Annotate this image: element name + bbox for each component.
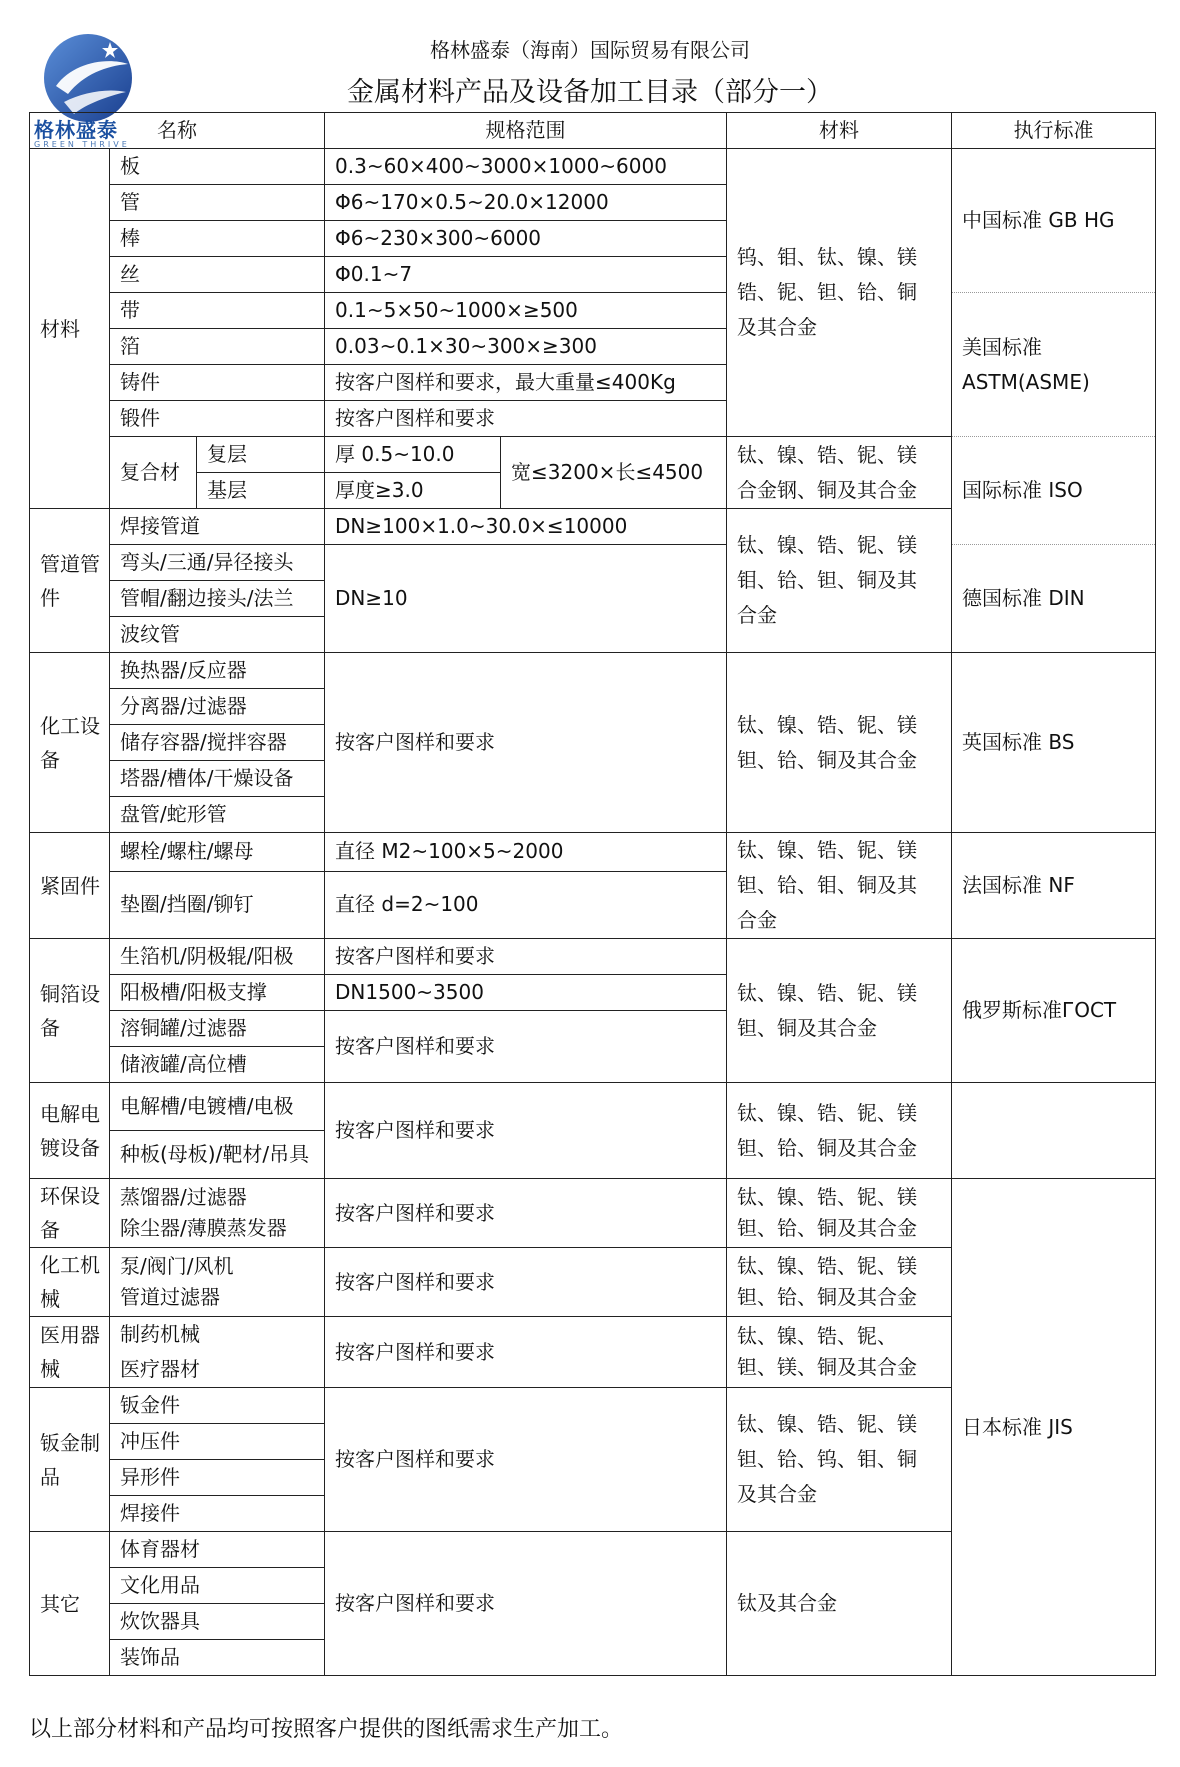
table-row xyxy=(30,833,1156,872)
item-name: 种板(母板)/靶材/吊具 xyxy=(110,1131,325,1179)
standard-jis: 日本标准 JIS xyxy=(952,1179,1156,1676)
item-material: 钛、镍、锆、铌、镁合金钢、铜及其合金 xyxy=(727,437,952,509)
item-spec: DN≥100×1.0~30.0×≤10000 xyxy=(325,509,727,545)
table-row xyxy=(30,939,1156,975)
item-name: 钣金件 xyxy=(110,1388,325,1424)
item-name: 丝 xyxy=(110,257,325,293)
item-name: 体育器材 xyxy=(110,1532,325,1568)
item-name: 盘管/蛇形管 xyxy=(110,797,325,833)
item-name: 溶铜罐/过滤器 xyxy=(110,1011,325,1047)
item-name: 塔器/槽体/干燥设备 xyxy=(110,761,325,797)
category-other: 其它 xyxy=(30,1532,110,1676)
item-name: 储存容器/搅拌容器 xyxy=(110,725,325,761)
logo-subtext: GREEN THRIVE xyxy=(34,140,130,149)
column-header-material: 材料 xyxy=(727,113,952,149)
catalog-table xyxy=(29,112,1156,1676)
standard-astm: 美国标准 ASTM(ASME) xyxy=(952,293,1156,437)
item-name: 电解槽/电镀槽/电极 xyxy=(110,1083,325,1131)
table-row xyxy=(30,293,1156,329)
item-name: 螺栓/螺柱/螺母 xyxy=(110,833,325,872)
logo-text: 格林盛泰 xyxy=(34,118,118,142)
item-name: 制药机械 xyxy=(110,1317,325,1353)
table-row xyxy=(30,545,1156,581)
item-name: 管帽/翻边接头/法兰 xyxy=(110,581,325,617)
category-pipe: 管道管件 xyxy=(30,509,110,653)
item-material: 钛、镍、锆、铌、钽、镁、铜及其合金 xyxy=(727,1317,952,1388)
item-spec: 按客户图样和要求 xyxy=(325,1179,727,1248)
table-row xyxy=(30,1083,1156,1131)
footer-note: 以上部分材料和产品均可按照客户提供的图纸需求生产加工。 xyxy=(29,1717,624,1742)
item-spec: 直径 M2~100×5~2000 xyxy=(325,833,727,872)
item-spec: Φ6~170×0.5~20.0×12000 xyxy=(325,185,727,221)
item-name: 焊接管道 xyxy=(110,509,325,545)
category-electro: 电解电镀设备 xyxy=(30,1083,110,1179)
item-name: 泵/阀门/风机 管道过滤器 xyxy=(110,1248,325,1317)
item-name: 棒 xyxy=(110,221,325,257)
item-spec: 按客户图样和要求 xyxy=(325,1011,727,1083)
item-name: 管 xyxy=(110,185,325,221)
category-fastener: 紧固件 xyxy=(30,833,110,939)
column-header-spec: 规格范围 xyxy=(325,113,727,149)
item-spec: 按客户图样和要求 xyxy=(325,653,727,833)
category-foil: 铜箔设备 xyxy=(30,939,110,1083)
item-spec: 按客户图样和要求 xyxy=(325,1388,727,1532)
category-medical: 医用器械 xyxy=(30,1317,110,1388)
item-name: 蒸馏器/过滤器 除尘器/薄膜蒸发器 xyxy=(110,1179,325,1248)
company-name: 格林盛泰（海南）国际贸易有限公司 xyxy=(430,38,750,62)
item-name: 炊饮器具 xyxy=(110,1604,325,1640)
item-name: 垫圈/挡圈/铆钉 xyxy=(110,871,325,938)
item-spec: 0.1~5×50~1000×≥500 xyxy=(325,293,727,329)
standard-nf: 法国标准 NF xyxy=(952,833,1156,939)
item-name: 分离器/过滤器 xyxy=(110,689,325,725)
item-material: 钨、钼、钛、镍、镁锆、铌、钽、铪、铜及其合金 xyxy=(727,149,952,437)
item-name: 储液罐/高位槽 xyxy=(110,1047,325,1083)
item-name: 复合材 xyxy=(110,437,197,509)
item-spec: 0.03~0.1×30~300×≥300 xyxy=(325,329,727,365)
item-name: 冲压件 xyxy=(110,1424,325,1460)
item-spec: 按客户图样和要求 xyxy=(325,1248,727,1317)
item-subname: 复层 xyxy=(197,437,325,473)
item-name: 铸件 xyxy=(110,365,325,401)
item-spec: 0.3~60×400~3000×1000~6000 xyxy=(325,149,727,185)
item-name: 装饰品 xyxy=(110,1640,325,1676)
item-name: 锻件 xyxy=(110,401,325,437)
category-chem: 化工设备 xyxy=(30,653,110,833)
item-spec: Φ6~230×300~6000 xyxy=(325,221,727,257)
item-name: 弯头/三通/异径接头 xyxy=(110,545,325,581)
item-spec: 厚度≥3.0 xyxy=(325,473,501,509)
item-spec-width: 宽≤3200×长≤4500 xyxy=(501,437,727,509)
item-name: 焊接件 xyxy=(110,1496,325,1532)
item-name: 生箔机/阴极辊/阳极 xyxy=(110,939,325,975)
standard-iso: 国际标准 ISO xyxy=(952,437,1156,545)
item-spec: 按客户图样和要求 xyxy=(325,1532,727,1676)
standard-gb: 中国标准 GB HG xyxy=(952,149,1156,293)
item-name: 异形件 xyxy=(110,1460,325,1496)
document-title: 金属材料产品及设备加工目录（部分一） xyxy=(347,77,833,108)
item-spec: Φ0.1~7 xyxy=(325,257,727,293)
standard-blank xyxy=(952,1083,1156,1179)
standard-din: 德国标准 DIN xyxy=(952,545,1156,653)
column-header-standard: 执行标准 xyxy=(952,113,1156,149)
item-spec: 按客户图样和要求 xyxy=(325,401,727,437)
item-name: 板 xyxy=(110,149,325,185)
item-name: 换热器/反应器 xyxy=(110,653,325,689)
item-name: 医疗器材 xyxy=(110,1352,325,1388)
item-name: 波纹管 xyxy=(110,617,325,653)
item-spec: 按客户图样和要求 xyxy=(325,1083,727,1179)
table-row xyxy=(30,653,1156,689)
table-row xyxy=(30,149,1156,185)
item-spec: 按客户图样和要求 xyxy=(325,939,727,975)
item-material: 钛、镍、锆、铌、镁钽、铪、铜及其合金 xyxy=(727,653,952,833)
item-material: 钛、镍、锆、铌、镁钽、铪、钼、铜及其合金 xyxy=(727,833,952,939)
item-material: 钛、镍、锆、铌、镁钽、铜及其合金 xyxy=(727,939,952,1083)
item-material: 钛、镍、锆、铌、镁钽、铪、铜及其合金 xyxy=(727,1248,952,1317)
standard-gost: 俄罗斯标准ГОСТ xyxy=(952,939,1156,1083)
table-row xyxy=(30,1179,1156,1248)
item-spec: 按客户图样和要求，最大重量≤400Kg xyxy=(325,365,727,401)
category-sheetmetal: 钣金制品 xyxy=(30,1388,110,1532)
item-spec: DN≥10 xyxy=(325,545,727,653)
item-name: 带 xyxy=(110,293,325,329)
item-name: 阳极槽/阳极支撑 xyxy=(110,975,325,1011)
item-spec: 按客户图样和要求 xyxy=(325,1317,727,1388)
item-subname: 基层 xyxy=(197,473,325,509)
category-env: 环保设备 xyxy=(30,1179,110,1248)
item-material: 钛及其合金 xyxy=(727,1532,952,1676)
item-spec: DN1500~3500 xyxy=(325,975,727,1011)
category-machinery: 化工机械 xyxy=(30,1248,110,1317)
item-material: 钛、镍、锆、铌、镁钽、铪、钨、钼、铜及其合金 xyxy=(727,1388,952,1532)
item-name: 箔 xyxy=(110,329,325,365)
standard-bs: 英国标准 BS xyxy=(952,653,1156,833)
table-row xyxy=(30,437,1156,473)
item-spec: 厚 0.5~10.0 xyxy=(325,437,501,473)
item-material: 钛、镍、锆、铌、镁钽、铪、铜及其合金 xyxy=(727,1179,952,1248)
item-name: 文化用品 xyxy=(110,1568,325,1604)
column-header-name: 名称 xyxy=(30,113,325,149)
item-material: 钛、镍、锆、铌、镁钽、铪、铜及其合金 xyxy=(727,1083,952,1179)
category-materials: 材料 xyxy=(30,149,110,509)
item-spec: 直径 d=2~100 xyxy=(325,871,727,938)
table-header-row xyxy=(30,113,1156,149)
item-material: 钛、镍、锆、铌、镁钼、铪、钽、铜及其合金 xyxy=(727,509,952,653)
